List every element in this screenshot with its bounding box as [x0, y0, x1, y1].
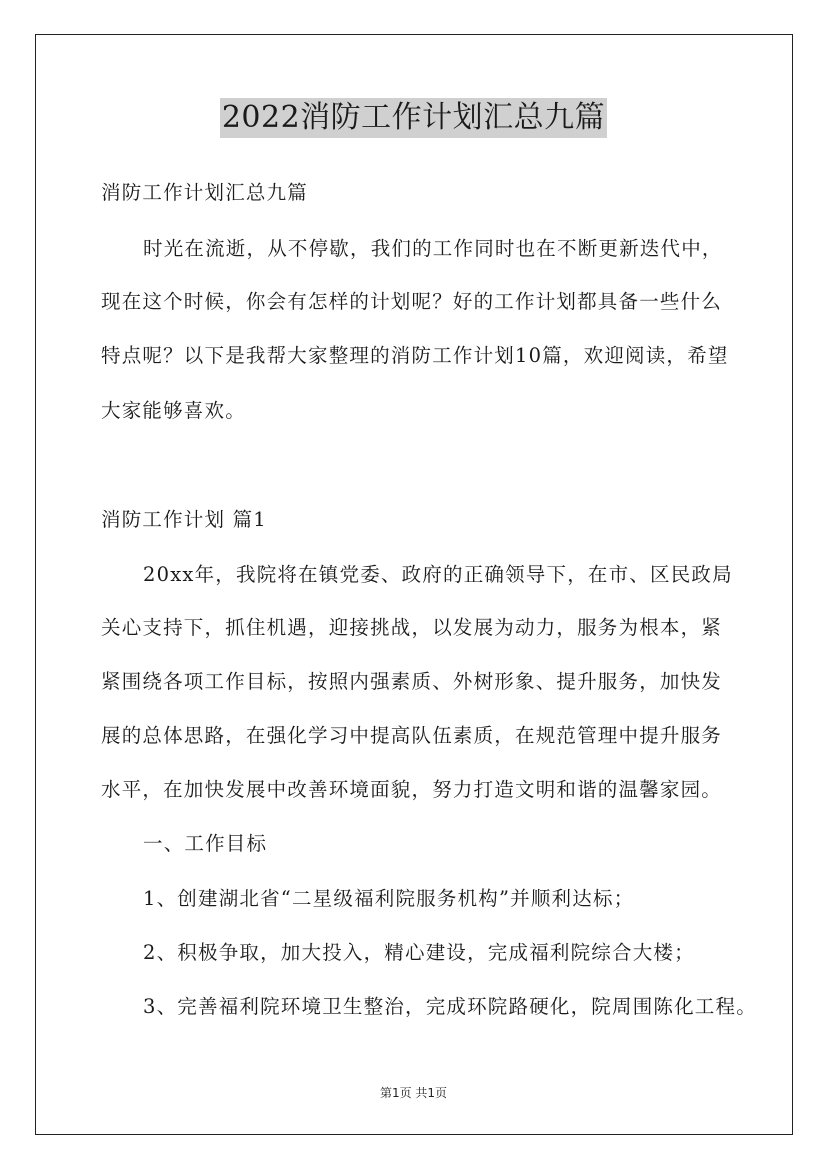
list-item: 3、完善福利院环境卫生整治，完成环院路硬化，院周围陈化工程。: [143, 995, 757, 1018]
paragraph-line: 大家能够喜欢。: [101, 399, 246, 422]
list-item: 1、创建湖北省“二星级福利院服务机构”并顺利达标；: [143, 887, 635, 910]
paragraph-line: 特点呢？以下是我帮大家整理的消防工作计划10篇，欢迎阅读，希望: [101, 344, 729, 367]
list-item: 2、积极争取，加大投入，精心建设，完成福利院综合大楼；: [143, 941, 695, 964]
paragraph-line: 水平，在加快发展中改善环境面貌，努力打造文明和谐的温馨家园。: [101, 778, 723, 801]
paragraph-line: 现在这个时候，你会有怎样的计划呢？好的工作计划都具备一些什么: [101, 290, 723, 313]
subtitle-line: 消防工作计划汇总九篇: [101, 181, 309, 204]
paragraph-line: 时光在流逝，从不停歇，我们的工作同时也在不断更新迭代中，: [143, 237, 723, 260]
paragraph-line: 关心支持下，抓住机遇，迎接挑战，以发展为动力，服务为根本，紧: [101, 616, 723, 639]
document-title: 2022消防工作计划汇总九篇: [220, 98, 607, 138]
document-title-wrap: [0, 98, 827, 138]
paragraph-line: 展的总体思路，在强化学习中提高队伍素质，在规范管理中提升服务: [101, 724, 723, 747]
section-heading: 消防工作计划 篇1: [101, 508, 267, 531]
page-footer: 第1页 共1页: [379, 1086, 448, 1100]
paragraph-line: 紧围绕各项工作目标，按照内强素质、外树形象、提升服务，加快发: [101, 670, 723, 693]
paragraph-line: 20xx年，我院将在镇党委、政府的正确领导下，在市、区民政局: [143, 563, 733, 586]
list-heading: 一、工作目标: [143, 832, 268, 855]
